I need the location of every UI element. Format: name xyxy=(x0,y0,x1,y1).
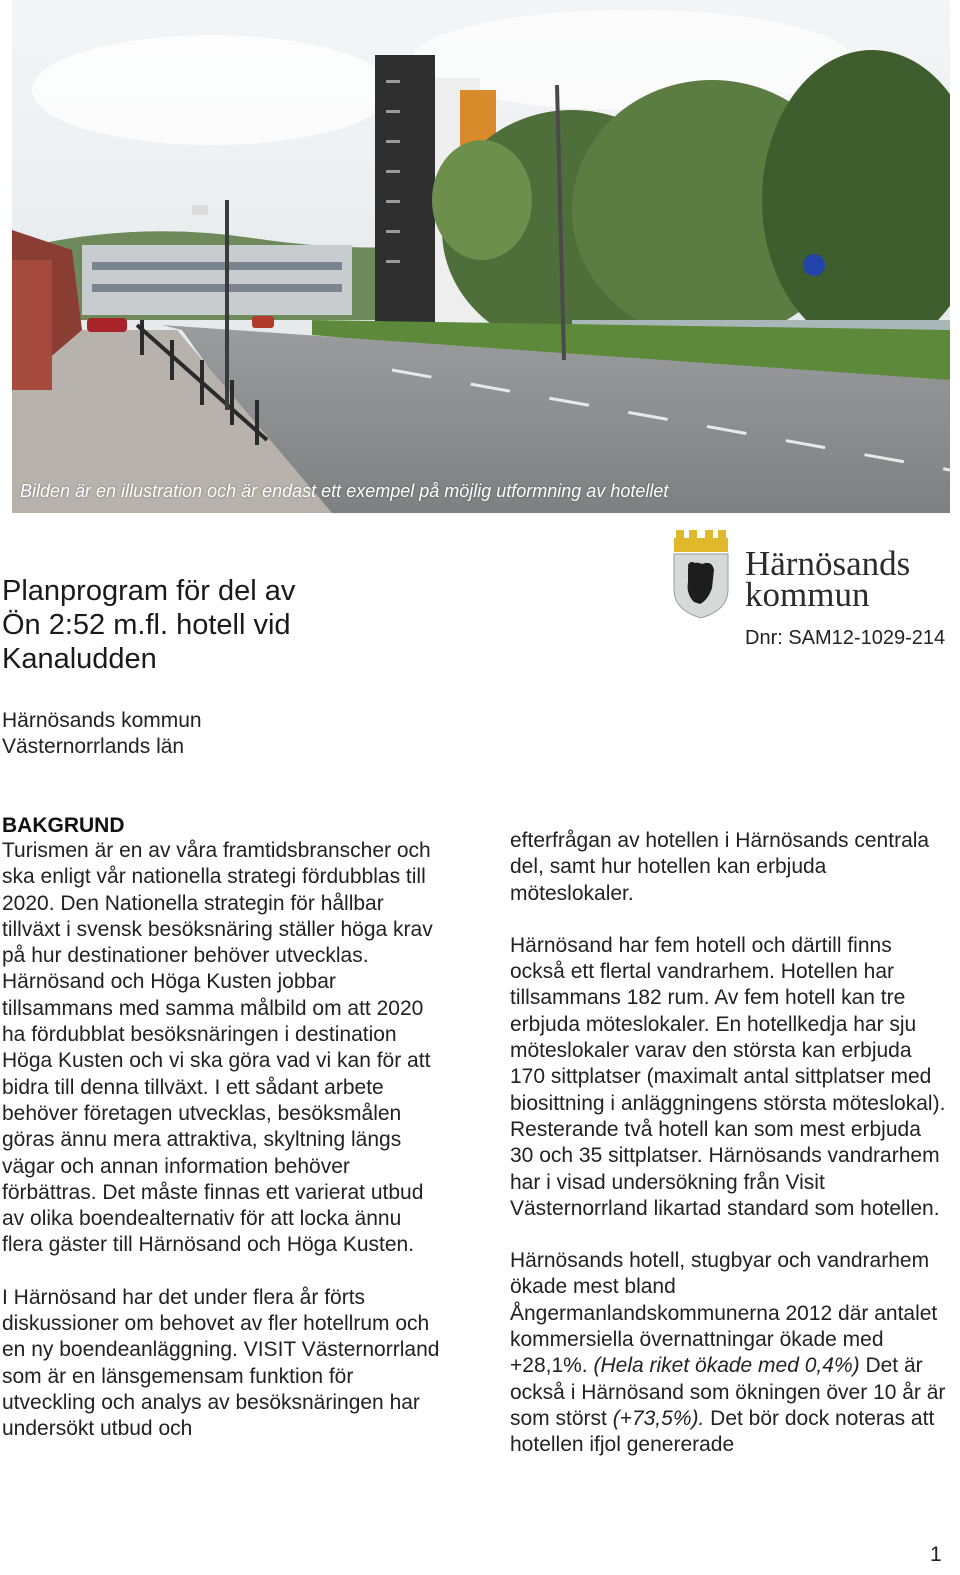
hero-illustration xyxy=(12,0,950,513)
text-run: Det är också i Härnösand som ökningen över 10 år är som störst xyxy=(510,1354,946,1430)
title-line: Ön 2:52 m.fl. hotell vid xyxy=(2,609,291,641)
document-title xyxy=(2,574,332,676)
paragraph xyxy=(510,1248,950,1458)
document-number: Dnr: SAM12-1029-214 xyxy=(745,627,946,649)
paragraph: I Härnösand har det under flera år förts diskussioner om behovet av fler hotellrum och en ny boendeanläggning. VISIT Västernorrland som är en länsgemensam funktion för utveckling och analys av besöksnäringen har undersökt utbud och xyxy=(2,1285,440,1441)
municipality-name: Härnösands kommun xyxy=(2,709,202,732)
logo-line: kommun xyxy=(745,575,870,614)
title-line: Planprogram för del av xyxy=(2,575,296,607)
paragraph: efterfrågan av hotellen i Härnösands centrala del, samt hur hotellen kan erbjuda möteslokaler. xyxy=(510,829,930,905)
title-line: Kanaludden xyxy=(2,643,157,675)
harnosand-logo xyxy=(672,530,942,620)
section-heading: BAKGRUND xyxy=(2,814,125,837)
right-column xyxy=(510,828,950,1459)
image-caption: Bilden är en illustration och är endast ett exempel på möjlig utformning av hotellet xyxy=(20,481,669,501)
italic-note: (+73,5%). xyxy=(612,1406,705,1430)
county-name: Västernorrlands län xyxy=(2,735,185,758)
municipality-block xyxy=(2,708,202,760)
paragraph: Turismen är en av våra framtidsbranscher och ska enligt vår nationella strategi fördubblas till 2020. Den Nationella strategin för hållbar tillväxt i svensk besöksnäring ställer höga krav på hur destinationer behöver utvecklas. Härnösand och Höga Kusten jobbar tillsammans med samma målbild om att 2020 ha fördubblat besöksnäringen i destination Höga Kusten och vi ska göra vad vi kan för att bidra till denna tillväxt. I ett sådant arbete behöver företagen utvecklas, besöksmålen göras ännu mera attraktiva, skyltning längs vägar och annan information behöver förbättras. Det måste finnas ett varierat utbud av olika boendealternativ för att locka ännu flera gäster till Härnösand och Höga Kusten. xyxy=(2,839,433,1257)
logo-line: Härnösands xyxy=(745,544,911,583)
coat-of-arms-icon xyxy=(672,530,730,618)
paragraph: Härnösand har fem hotell och därtill finns också ett flertal vandrarhem. Hotellen har tillsammans 182 rum. Av fem hotell kan tre erbjuda möteslokaler. En hotellkedja har sju möteslokaler varav den största kan erbjuda 170 sittplatser (maximalt antal sittplatser med biosittning i anläggningens största möteslokal). Resterande två hotell kan som mest erbjuda 30 och 35 sittplatser. Härnösands vandrarhem har i visad undersökning från Visit Västernorrland likartad standard som hotellen. xyxy=(510,933,946,1220)
italic-note: (Hela riket ökade med 0,4%) xyxy=(593,1354,860,1378)
text-run: Det bör dock noteras att hotellen ifjol genererade xyxy=(510,1406,935,1457)
street-scene-image xyxy=(12,0,950,513)
text-run: Härnösands hotell, stugbyar och vandrarhem ökade mest bland Ångermanlandskommunerna 2012 där antalet kommersiella övernattningar ökade med +28,1%. xyxy=(510,1249,938,1378)
left-column xyxy=(2,814,442,1443)
page-number: 1 xyxy=(930,1543,942,1566)
logo-wordmark xyxy=(745,544,911,614)
